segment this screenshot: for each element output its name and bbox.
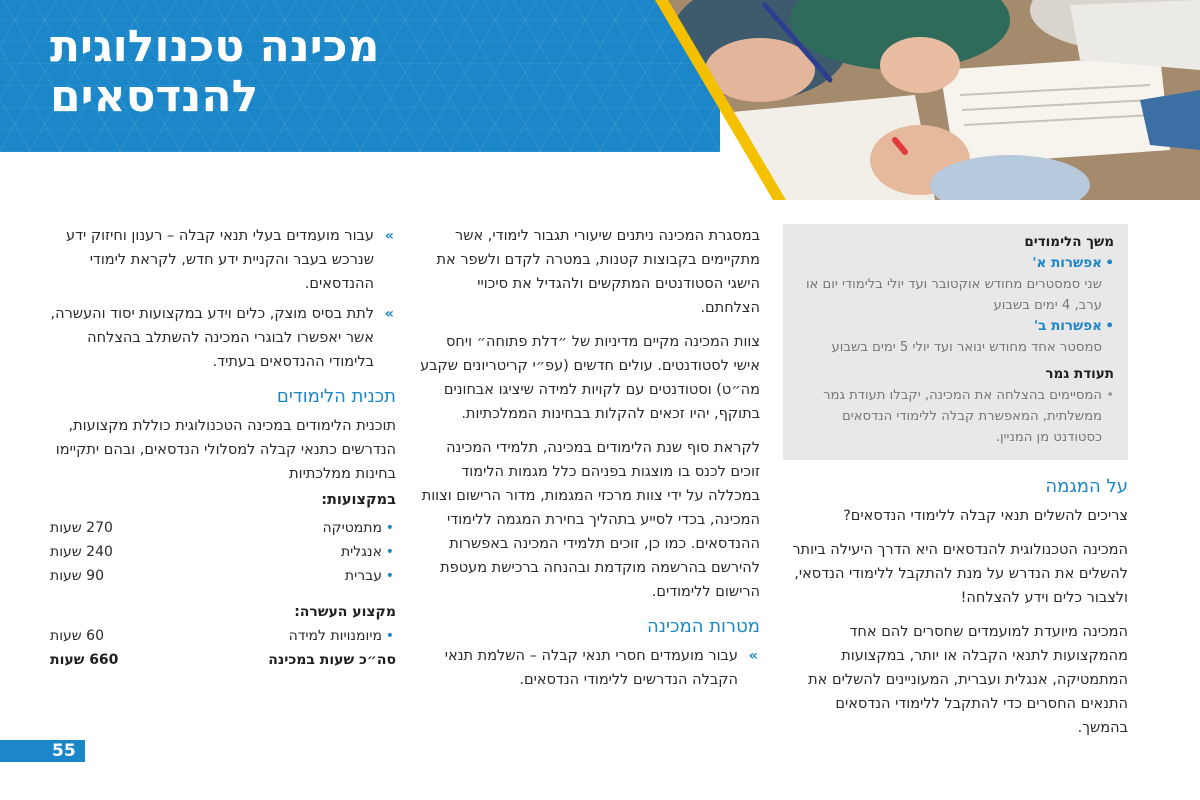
subject-name: • עברית bbox=[180, 564, 396, 588]
program-text: תוכנית הלימודים במכינה הטכנולוגית כוללת מקצועות, הנדרשים כתנאי קבלה למסלולי הנדסאים, ובהם יתקיימו בחינות ממלכתיות bbox=[55, 418, 396, 482]
left-column bbox=[50, 224, 396, 672]
subjects-heading: במקצועות: bbox=[321, 492, 396, 508]
info-box bbox=[783, 224, 1128, 460]
right-column bbox=[783, 224, 1128, 750]
goals-heading: מטרות המכינה bbox=[646, 616, 760, 637]
option-b-text: סמסטר אחד מחודש ינואר ועד יולי 5 ימים בשבוע bbox=[831, 340, 1102, 355]
subject-row bbox=[50, 564, 396, 588]
subject-hours: 90 שעות bbox=[50, 568, 104, 584]
enrichment-heading: מקצוע העשרה: bbox=[294, 604, 396, 620]
subject-hours: 240 שעות bbox=[50, 544, 113, 560]
program-heading: תכנית הלימודים bbox=[276, 386, 396, 407]
option-a-text: שני סמסטרים מחודש אוקטובר ועד יולי בלימודי יום או ערב, 4 ימים בשבוע bbox=[805, 277, 1102, 313]
option-a-label: • אפשרות א' bbox=[797, 253, 1114, 274]
about-heading: על המגמה bbox=[1045, 476, 1128, 497]
duration-heading: משך הלימודים bbox=[1024, 234, 1114, 250]
subject-hours: 60 שעות bbox=[50, 628, 104, 644]
page-header bbox=[0, 0, 1200, 200]
middle-column bbox=[418, 224, 760, 698]
subject-name: • מתמטיקה bbox=[180, 516, 396, 540]
goal-item: » לתת בסיס מוצק, כלים וידע במקצועות יסוד והעשרה, אשר יאפשרו לבוגרי המכינה להשתלב בהצלחה בלימודי ההנדסאים בעתיד. bbox=[50, 302, 396, 374]
certificate-heading: תעודת גמר bbox=[1045, 366, 1114, 382]
option-b-label: • אפשרות ב' bbox=[797, 316, 1114, 337]
subject-name: • מיומנויות למידה bbox=[180, 624, 396, 648]
subject-row bbox=[50, 624, 396, 648]
page-title-line-2: להנדסאים bbox=[50, 71, 259, 122]
hours-table bbox=[50, 516, 396, 672]
about-paragraph-3: המכינה מיועדת למועמדים שחסרים להם אחד מהמקצועות לתנאי הקבלה או יותר, במקצועות המתמטיקה, אנגלית ועברית, המעוניינים להשלים את התנאים החסרים כדי להתקבל ללימודי הנדסאים בהמשך. bbox=[808, 624, 1128, 736]
subject-name: • אנגלית bbox=[180, 540, 396, 564]
page-number: 55 bbox=[52, 741, 76, 761]
middle-paragraph-1: במסגרת המכינה ניתנים שיעורי תגבור לימודי, אשר מתקיימים בקבוצות קטנות, במטרה לקדם ולשפר את הישגי הסטודנטים המתקשים ולהגדיל את סיכויי הצלחתם. bbox=[436, 228, 760, 316]
goal-item: » עבור מועמדים בעלי תנאי קבלה – רענון וחיזוק ידע שנרכש בעבר והקניית ידע חדש, לקראת לימודי ההנדסאים. bbox=[50, 224, 396, 296]
total-row bbox=[50, 648, 396, 672]
enrichment-heading-row bbox=[50, 600, 396, 624]
subject-row bbox=[50, 516, 396, 540]
certificate-text: • המסיימים בהצלחה את המכינה, יקבלו תעודת גמר ממשלתית, המאפשרת קבלה ללימודי הנדסאים כסטודנט מן המניין. bbox=[797, 385, 1114, 448]
goal-item: » עבור מועמדים חסרי תנאי קבלה – השלמת תנאי הקבלה הנדרשים ללימודי הנדסאים. bbox=[418, 644, 760, 692]
subject-hours: 270 שעות bbox=[50, 520, 113, 536]
goals-list bbox=[418, 644, 760, 692]
about-paragraph-2: המכינה הטכנולוגית להנדסאים היא הדרך היעילה ביותר להשלים את הנדרש על מנת להתקבל ללימודי הנדסאי, ולצבור כלים וידע להצלחה! bbox=[792, 542, 1128, 606]
page-title bbox=[50, 22, 450, 122]
about-paragraph-1: צריכים להשלים תנאי קבלה ללימודי הנדסאים? bbox=[843, 508, 1128, 524]
total-label: סה״כ שעות במכינה bbox=[268, 652, 396, 668]
page-title-line-1: מכינה טכנולוגית bbox=[50, 21, 380, 72]
table-spacer bbox=[50, 588, 396, 600]
total-hours: 660 שעות bbox=[50, 652, 119, 668]
goals-list-continued bbox=[50, 224, 396, 374]
middle-paragraph-2: צוות המכינה מקיים מדיניות של ״דלת פתוחה״ ויחס אישי לסטודנטים. עולים חדשים (עפ״י קריטריונים שקבע מה״ט) וסטודנטים עם לקויות למידה שיציגו אבחונים בתוקף, יהיו זכאים להקלות בבחינות הממלכתיות. bbox=[420, 334, 760, 422]
middle-paragraph-3: לקראת סוף שנת הלימודים במכינה, תלמידי המכינה זוכים לכנס בו מוצגות בפניהם כלל מגמות הלימוד במכללה על ידי צוות מרכזי המגמות, מדור הרישום וצוות המכינה, בכדי לסייע בתהליך בחירת המגמה ללימודי ההנדסאים. כמו כן, זוכים תלמידי המכינה באפשרות להירשם בהרשמה מוקדמת ובהנחה ברכישת מעטפת הרישום ללימודים. bbox=[421, 440, 760, 600]
subject-row bbox=[50, 540, 396, 564]
